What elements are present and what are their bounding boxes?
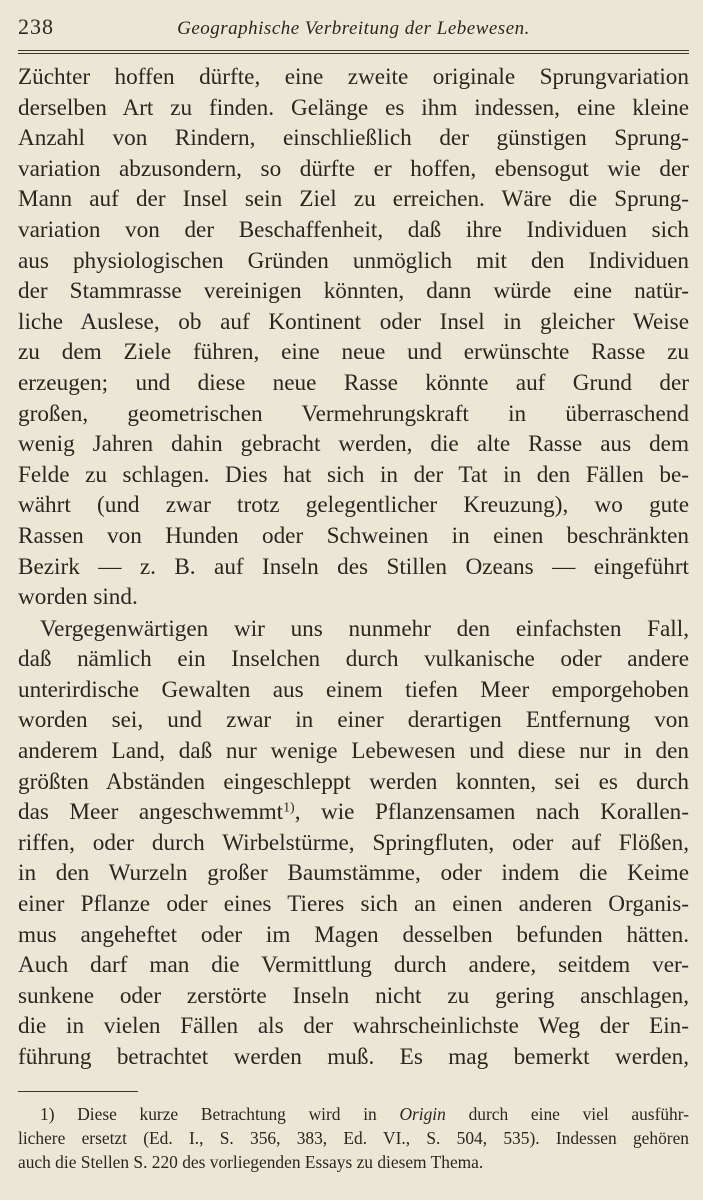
text-line: anderem Land, daß nur wenige Lebewesen und diese nur in den	[18, 738, 689, 765]
text-line: währt (und zwar trotz gelegentlicher Kreuzung), wo gute	[18, 492, 689, 519]
text-line: größten Abständen eingeschleppt werden konnten, sei es durch	[18, 768, 689, 795]
text-line: variation von der Beschaffenheit, daß ihre Individuen sich	[18, 216, 689, 243]
text-line: riffen, oder durch Wirbelstürme, Springfluten, oder auf Flößen,	[18, 829, 689, 856]
text-line: mus angeheftet oder im Magen desselben befunden hätten.	[18, 921, 689, 948]
page-number: 238	[18, 14, 54, 39]
paragraph	[18, 614, 689, 1073]
text-line: der Stammrasse vereinigen könnten, dann würde eine natür-	[18, 278, 689, 305]
text-line: worden sind.	[18, 584, 138, 611]
text-line: großen, geometrischen Vermehrungskraft in überraschend	[18, 400, 689, 427]
text-fragment: das Meer angeschwemmt	[18, 799, 284, 826]
italic-title: Origin	[399, 1103, 446, 1124]
text-line: in den Wurzeln großer Baumstämme, oder indem die Keime	[18, 860, 689, 887]
text-line	[18, 797, 689, 828]
text-line: aus physiologischen Gründen unmöglich mit den Individuen	[18, 247, 689, 274]
text-line: sunkene oder zerstörte Inseln nicht zu gering anschlagen,	[18, 982, 689, 1009]
footnote-line	[18, 1102, 689, 1126]
body-text	[18, 62, 689, 1073]
footnotes	[18, 1102, 689, 1174]
text-line: Rassen von Hunden oder Schweinen in einen beschränkten	[18, 522, 689, 549]
text-fragment: durch eine viel ausführ-	[445, 1103, 689, 1124]
footnote-line: auch die Stellen S. 220 des vorliegenden Essays zu diesem Thema.	[18, 1151, 484, 1172]
header-rule	[18, 50, 689, 54]
text-line: führung betrachtet werden muß. Es mag bemerkt werden,	[18, 1044, 689, 1070]
text-line: Felde zu schlagen. Dies hat sich in der Tat in den Fällen be-	[18, 461, 689, 488]
text-line: erzeugen; und diese neue Rasse könnte auf Grund der	[18, 369, 689, 396]
footnote-rule	[18, 1091, 138, 1092]
text-line: Vergegenwärtigen wir uns nunmehr den einfachsten Fall,	[40, 615, 689, 642]
text-line: zu dem Ziele führen, eine neue und erwünschte Rasse zu	[18, 339, 689, 366]
text-line: Auch darf man die Vermittlung durch andere, seitdem ver-	[18, 952, 689, 979]
text-line: die in vielen Fällen als der wahrscheinlichste Weg der Ein-	[18, 1013, 689, 1040]
text-line: liche Auslese, ob auf Kontinent oder Insel in gleicher Weise	[18, 308, 689, 335]
footnote-reference[interactable]: 1)	[283, 800, 295, 816]
text-line: unterirdische Gewalten aus einem tiefen Meer emporgehoben	[18, 676, 689, 703]
footnote-line: lichere ersetzt (Ed. I., S. 356, 383, Ed. VI., S. 504, 535). Indessen gehören	[18, 1127, 689, 1148]
text-line: wenig Jahren dahin gebracht werden, die alte Rasse aus dem	[18, 431, 689, 458]
text-line: derselben Art zu finden. Gelänge es ihm indessen, eine kleine	[18, 94, 689, 121]
text-fragment: 1) Diese kurze Betrachtung wird in	[40, 1103, 400, 1124]
text-line: Züchter hoffen dürfte, eine zweite originale Sprungvariation	[18, 64, 689, 90]
text-line: einer Pflanze oder eines Tieres sich an einen anderen Organis-	[18, 891, 689, 918]
text-line: daß nämlich ein Inselchen durch vulkanische oder andere	[18, 646, 689, 673]
page-header	[18, 14, 689, 44]
text-line: Bezirk — z. B. auf Inseln des Stillen Ozeans — eingeführt	[18, 553, 689, 580]
running-title: Geographische Verbreitung der Lebewesen.	[177, 18, 530, 39]
text-fragment: , wie Pflanzensamen nach Korallen-	[294, 799, 689, 826]
text-line: variation abzusondern, so dürfte er hoffen, ebensogut wie der	[18, 155, 689, 182]
text-line: Anzahl von Rindern, einschließlich der günstigen Sprung-	[18, 125, 689, 152]
text-line: worden sei, und zwar in einer derartigen Entfernung von	[18, 707, 689, 734]
paragraph	[18, 62, 689, 613]
text-line: Mann auf der Insel sein Ziel zu erreichen. Wäre die Sprung-	[18, 186, 689, 213]
